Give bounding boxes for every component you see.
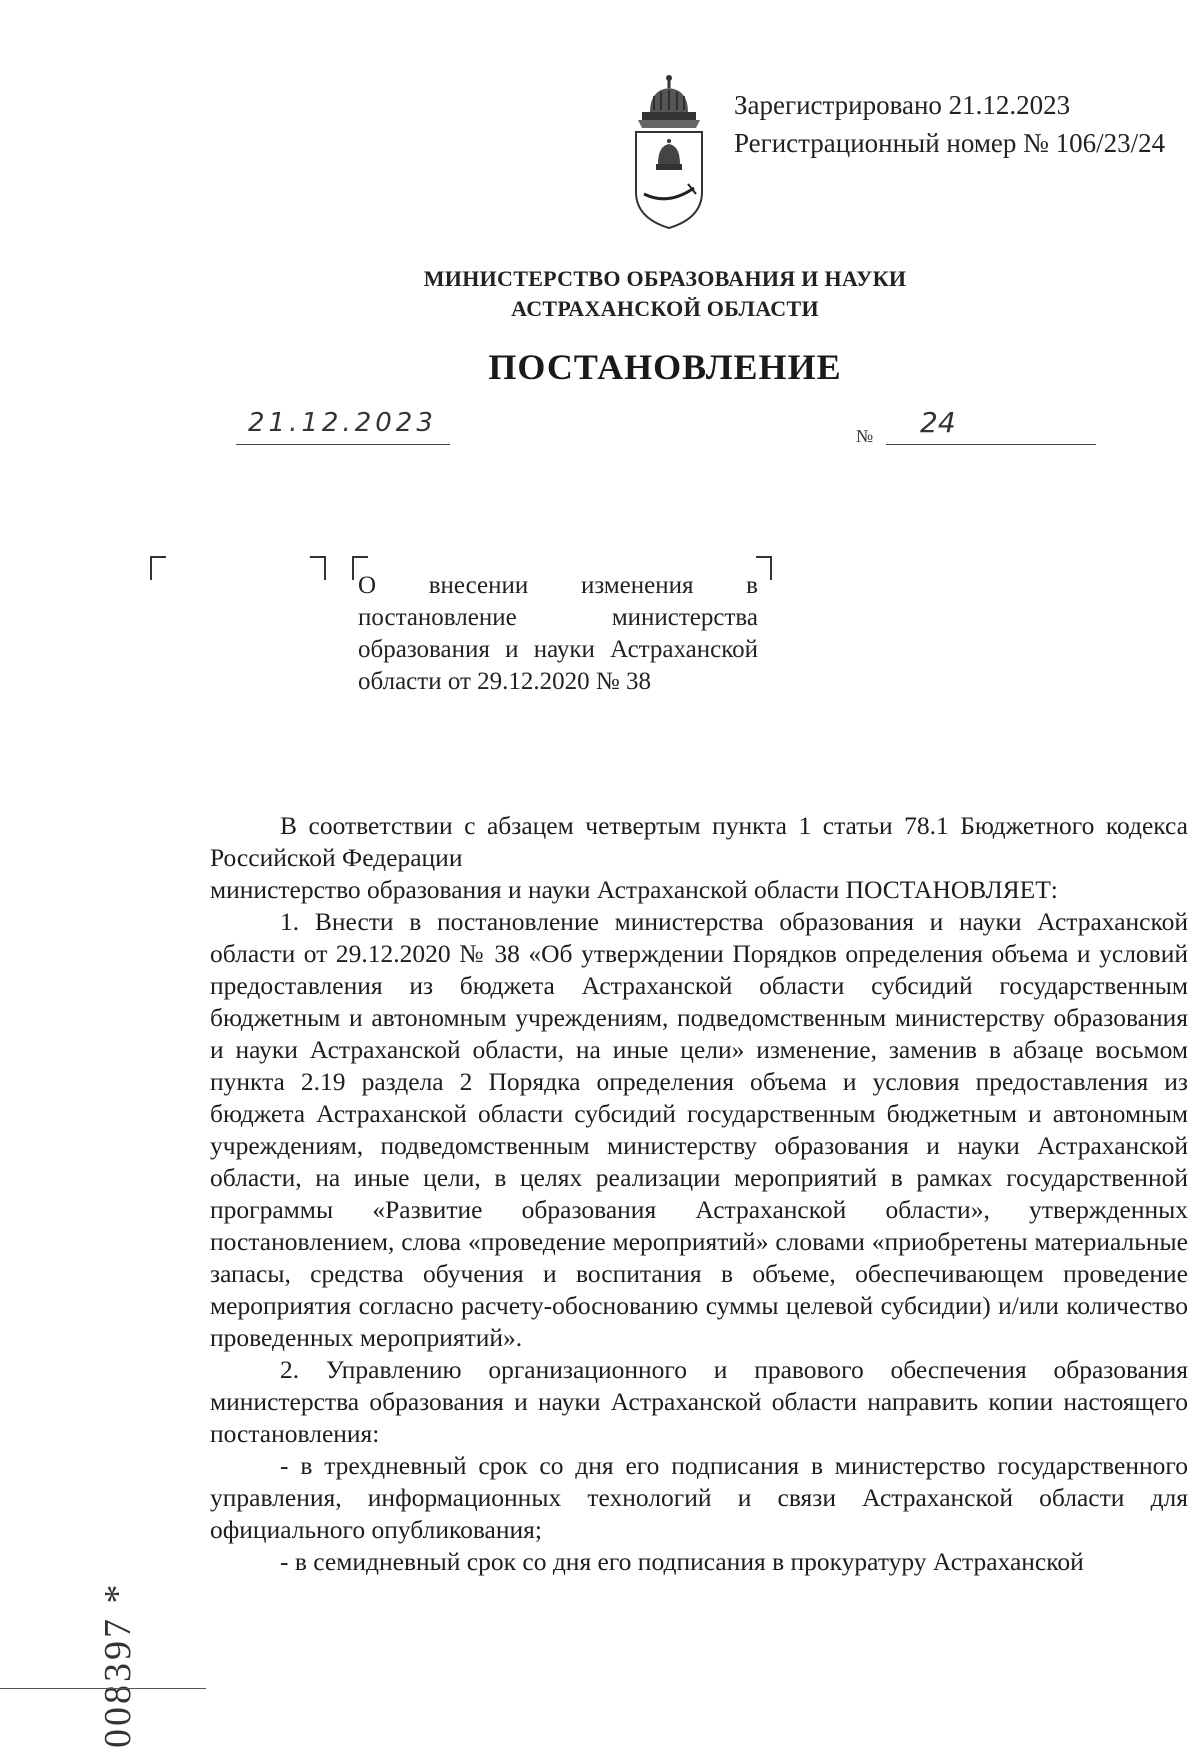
footer-rule: [0, 1688, 206, 1689]
document-body: [210, 810, 1188, 1578]
handwritten-date: 21.12.2023: [248, 408, 437, 438]
paragraph-subitem-1: - в трехдневный срок со дня его подписания в министерство государственного управления, информационных технологий и связи Астраханской области для официального опубликования;: [210, 1451, 1188, 1544]
ministry-title: [0, 264, 1200, 324]
paragraph-basis: В соответствии с абзацем четвертым пункта 1 статьи 78.1 Бюджетного кодекса Российской Федерации: [210, 811, 1188, 872]
document-subject: О внесении изменения в постановление министерства образования и науки Астраханской области от 29.12.2020 № 38: [358, 572, 758, 695]
ministry-line-1: МИНИСТЕРСТВО ОБРАЗОВАНИЯ И НАУКИ: [423, 266, 907, 291]
number-label: №: [856, 426, 874, 446]
ministry-line-2: АСТРАХАНСКОЙ ОБЛАСТИ: [511, 296, 819, 321]
number-underline: [886, 414, 1096, 445]
registration-number: Регистрационный номер № 106/23/24: [734, 128, 1166, 158]
bracket-top-left: [150, 556, 166, 580]
paragraph-subitem-2: - в семидневный срок со дня его подписания в прокуратуру Астраханской: [280, 1547, 1084, 1576]
bracket-top-right: [310, 556, 326, 580]
side-serial-stamp: 008397 *: [97, 1581, 139, 1748]
coat-of-arms-icon: [628, 72, 710, 230]
registration-date: Зарегистрировано 21.12.2023: [734, 90, 1071, 120]
document-type-title: ПОСТАНОВЛЕНИЕ: [488, 347, 842, 387]
handwritten-number: 24: [920, 406, 956, 439]
paragraph-item-2: 2. Управлению организационного и правового обеспечения образования министерства образования и науки Астраханской области направить копии настоящего постановления:: [210, 1355, 1188, 1448]
bracket-subject-right: [756, 556, 772, 580]
paragraph-item-1: 1. Внести в постановление министерства образования и науки Астраханской области от 29.12.2020 № 38 «Об утверждении Порядков определения объема и условий предоставления из бюджета Астраханской области субсидий государственным бюджетным и автономным учреждениям, подведомственным министерству образования и науки Астраханской области, на иные цели» изменение, заменив в абзаце восьмом пункта 2.19 раздела 2 Порядка определения объема и условия предоставления из бюджета Астраханской области субсидий государственным бюджетным и автономным учреждениям, подведомственным министерству образования и науки Астраханской области, на иные цели, в целях реализации мероприятий в рамках государственной программы «Развитие образования Астраханской области», утвержденных постановлением, слова «проведение мероприятий» словами «приобретены материальные запасы, средства обучения и воспитания в объеме, обеспечивающем проведение мероприятия согласно расчету-обоснованию суммы целевой субсидии) и/или количество проведенных мероприятий».: [210, 907, 1188, 1352]
registration-block: [734, 86, 1165, 162]
paragraph-resolves: министерство образования и науки Астраханской области ПОСТАНОВЛЯЕТ:: [210, 875, 1058, 904]
